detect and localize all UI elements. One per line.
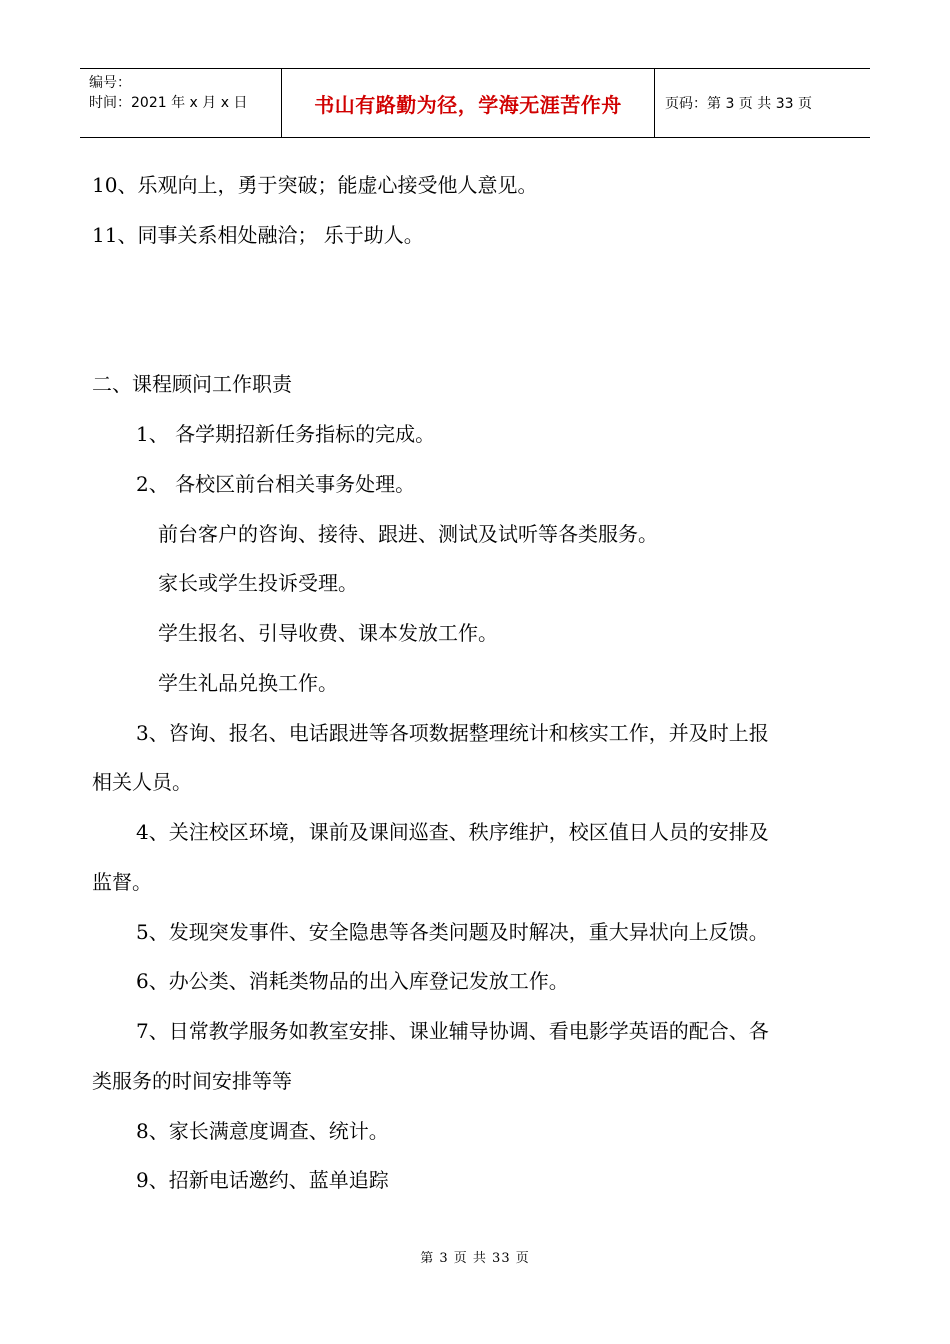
section-heading: 二、课程顾问工作职责: [92, 372, 292, 396]
duty-sub-item: 学生报名、引导收费、课本发放工作。: [158, 621, 498, 645]
duty-item-3-cont: 相关人员。: [92, 770, 192, 794]
duty-sub-item: 前台客户的咨询、接待、跟进、测试及试听等各类服务。: [158, 522, 658, 546]
duty-item-3: 3、咨询、报名、电话跟进等各项数据整理统计和核实工作，并及时上报: [136, 721, 769, 745]
duty-item-4-cont: 监督。: [92, 870, 152, 894]
duty-item-2: 2、 各校区前台相关事务处理。: [136, 472, 416, 496]
duty-item-5: 5、发现突发事件、安全隐患等各类问题及时解决，重大异状向上反馈。: [136, 920, 769, 944]
body-line-10: 10、乐观向上，勇于突破；能虚心接受他人意见。: [92, 173, 538, 197]
duty-sub-item: 学生礼品兑换工作。: [158, 671, 338, 695]
header-meta: [80, 69, 282, 137]
duty-item-7-cont: 类服务的时间安排等等: [92, 1069, 292, 1093]
header-time-label: 时间：2021 年 x 月 x 日: [89, 95, 248, 111]
duty-item-1: 1、 各学期招新任务指标的完成。: [136, 422, 436, 446]
duty-sub-item: 家长或学生投诉受理。: [158, 571, 358, 595]
page-footer: [0, 1247, 950, 1266]
header-number-label: 编号：: [89, 75, 131, 91]
duty-item-4: 4、关注校区环境，课前及课间巡查、秩序维护，校区值日人员的安排及: [136, 820, 769, 844]
header-page-info: 页码：第 3 页 共 33 页: [665, 96, 812, 112]
duty-item-7: 7、日常教学服务如教室安排、课业辅导协调、看电影学英语的配合、各: [136, 1019, 769, 1043]
page-header: [80, 68, 870, 138]
duty-item-6: 6、办公类、消耗类物品的出入库登记发放工作。: [136, 969, 569, 993]
body-line-11: 11、同事关系相处融洽； 乐于助人。: [92, 223, 424, 247]
footer-page-number: 第 3 页 共 33 页: [420, 1251, 530, 1266]
duty-item-9: 9、招新电话邀约、蓝单追踪: [136, 1168, 389, 1192]
duty-item-8: 8、家长满意度调查、统计。: [136, 1119, 389, 1143]
header-motto: 书山有路勤为径，学海无涯苦作舟: [282, 69, 655, 137]
